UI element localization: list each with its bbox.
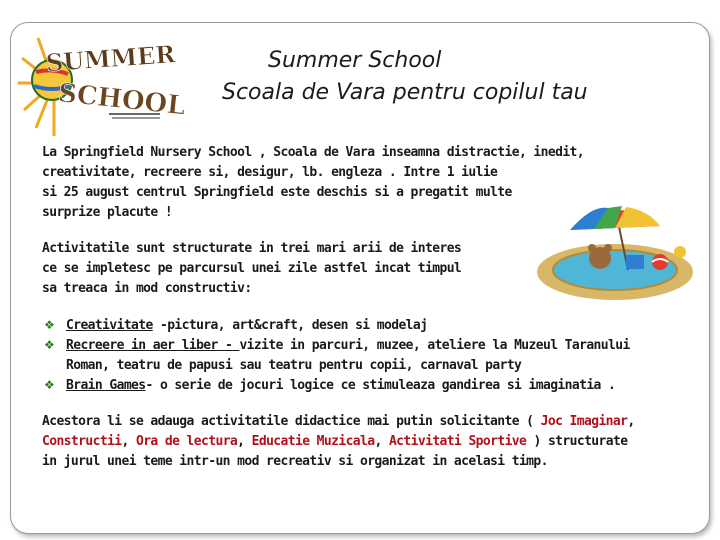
closing-text: Acestora li se adauga activitatile didactice mai putin solicitante ( [42, 414, 541, 429]
diamond-bullet-icon: ❖ [44, 338, 55, 352]
page-title: Summer School [268, 48, 442, 73]
summer-school-logo [14, 28, 187, 138]
intro-line: si 25 august centrul Springfield este deschis si a pregatit multe [42, 185, 512, 200]
intro-line: La Springfield Nursery School , Scoala de Vara inseamna distractie, inedit, [42, 145, 585, 160]
bullet-term-recreere: Recreere in aer liber - [66, 338, 240, 353]
logo-line2: SCHOOL [56, 78, 187, 122]
intro-line: creativitate, recreere si, desigur, lb. engleza . Intre 1 iulie [42, 165, 498, 180]
closing-paragraph [42, 412, 635, 472]
activities-line: sa treaca in mod constructiv: [42, 281, 252, 296]
bullet-recreere [66, 336, 630, 376]
activities-intro [42, 239, 461, 299]
closing-ora: Ora de lectura [135, 434, 238, 449]
closing-joc: Joc Imaginar [540, 414, 628, 429]
bullet-creativitate [66, 316, 427, 336]
bullet-brain-games [66, 376, 615, 396]
closing-text: ) structurate [526, 434, 628, 449]
closing-sep: , [237, 434, 252, 449]
diamond-bullet-icon: ❖ [44, 318, 55, 332]
logo-line1: SUMMER [44, 39, 177, 78]
intro-line: surprize placute ! [42, 205, 173, 220]
beach-illustration [530, 200, 700, 305]
bullet-term-brain-games: Brain Games [66, 378, 146, 393]
activities-line: Activitatile sunt structurate in trei mari arii de interes [42, 241, 462, 256]
closing-educatie: Educatie Muzicala [251, 434, 375, 449]
closing-text: in jurul unei teme intr-un mod recreativ si organizat in acelasi timp. [42, 454, 548, 469]
activities-line: ce se impletesc pe parcursul unei zile astfel incat timpul [42, 261, 462, 276]
closing-sep: , [627, 414, 635, 429]
bullet-text-cont: Roman, teatru de papusi sau teatru pentru copii, carnaval party [66, 358, 522, 373]
closing-sportive: Activitati Sportive [388, 434, 527, 449]
diamond-bullet-icon: ❖ [44, 378, 55, 392]
closing-sep: , [374, 434, 389, 449]
bullet-text: vizite in parcuri, muzee, ateliere la Muzeul Taranului [239, 338, 630, 353]
closing-sep: , [121, 434, 136, 449]
intro-paragraph [42, 143, 584, 223]
bullet-text: - o serie de jocuri logice ce stimuleaza gandirea si imaginatia . [145, 378, 616, 393]
closing-constructii: Constructii [42, 434, 122, 449]
bullet-text: -pictura, art&craft, desen si modelaj [152, 318, 428, 333]
bullet-term-creativitate: Creativitate [66, 318, 153, 333]
page-subtitle: Scoala de Vara pentru copilul tau [222, 80, 588, 105]
